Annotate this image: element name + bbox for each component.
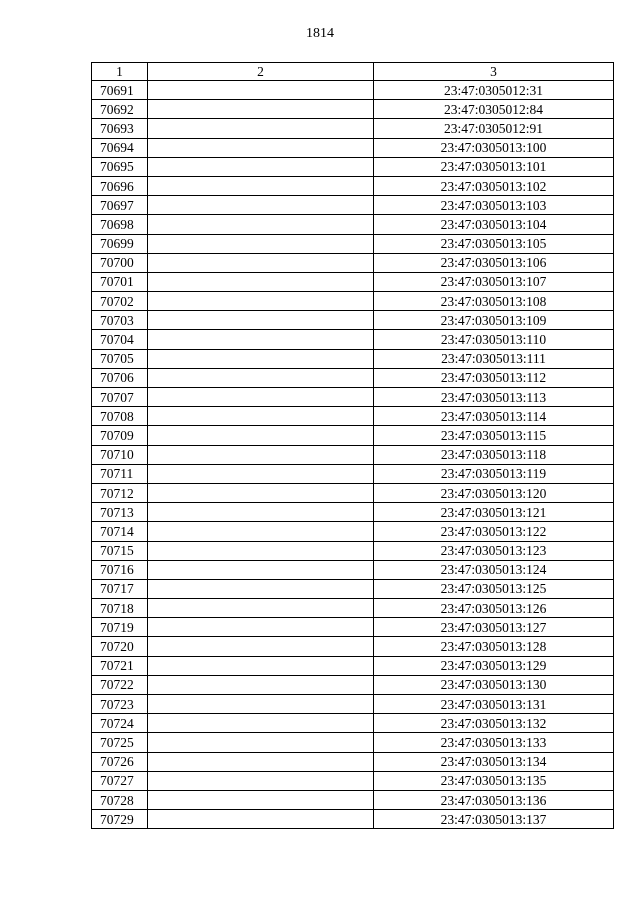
row-blank-cell	[148, 407, 374, 426]
cadastral-number-cell: 23:47:0305013:123	[374, 541, 614, 560]
row-blank-cell	[148, 503, 374, 522]
table-row	[92, 407, 614, 426]
cadastral-number-cell: 23:47:0305012:91	[374, 119, 614, 138]
row-blank-cell	[148, 637, 374, 656]
table-row	[92, 368, 614, 387]
cadastral-number-cell: 23:47:0305013:125	[374, 579, 614, 598]
row-number-cell: 70703	[92, 311, 148, 330]
table-row	[92, 790, 614, 809]
cadastral-number-cell: 23:47:0305013:106	[374, 253, 614, 272]
row-blank-cell	[148, 215, 374, 234]
table-row	[92, 637, 614, 656]
row-blank-cell	[148, 733, 374, 752]
row-blank-cell	[148, 810, 374, 829]
row-blank-cell	[148, 330, 374, 349]
table-row	[92, 483, 614, 502]
table-row	[92, 311, 614, 330]
table-row	[92, 330, 614, 349]
row-number-cell: 70720	[92, 637, 148, 656]
row-number-cell: 70712	[92, 483, 148, 502]
cadastral-number-cell: 23:47:0305013:107	[374, 272, 614, 291]
table-row	[92, 388, 614, 407]
row-number-cell: 70726	[92, 752, 148, 771]
cadastral-number-cell: 23:47:0305013:137	[374, 810, 614, 829]
row-number-cell: 70715	[92, 541, 148, 560]
table-row	[92, 752, 614, 771]
row-number-cell: 70710	[92, 445, 148, 464]
cadastral-number-cell: 23:47:0305013:136	[374, 790, 614, 809]
row-number-cell: 70702	[92, 292, 148, 311]
row-blank-cell	[148, 176, 374, 195]
row-number-cell: 70723	[92, 695, 148, 714]
cadastral-number-cell: 23:47:0305013:110	[374, 330, 614, 349]
row-number-cell: 70706	[92, 368, 148, 387]
row-number-cell: 70697	[92, 196, 148, 215]
table-row	[92, 714, 614, 733]
cadastral-number-cell: 23:47:0305013:101	[374, 157, 614, 176]
row-blank-cell	[148, 579, 374, 598]
row-number-cell: 70696	[92, 176, 148, 195]
row-blank-cell	[148, 541, 374, 560]
cadastral-number-cell: 23:47:0305013:131	[374, 695, 614, 714]
row-number-cell: 70692	[92, 100, 148, 119]
cadastral-number-cell: 23:47:0305013:126	[374, 599, 614, 618]
row-number-cell: 70709	[92, 426, 148, 445]
row-blank-cell	[148, 81, 374, 100]
row-blank-cell	[148, 426, 374, 445]
row-number-cell: 70724	[92, 714, 148, 733]
row-number-cell: 70701	[92, 272, 148, 291]
table-row	[92, 272, 614, 291]
register-table	[91, 62, 614, 829]
cadastral-number-cell: 23:47:0305012:84	[374, 100, 614, 119]
cadastral-number-cell: 23:47:0305013:135	[374, 771, 614, 790]
cadastral-number-cell: 23:47:0305013:105	[374, 234, 614, 253]
row-blank-cell	[148, 445, 374, 464]
table-row	[92, 579, 614, 598]
table-row	[92, 733, 614, 752]
table-row	[92, 196, 614, 215]
row-number-cell: 70698	[92, 215, 148, 234]
cadastral-number-cell: 23:47:0305013:111	[374, 349, 614, 368]
row-blank-cell	[148, 464, 374, 483]
cadastral-number-cell: 23:47:0305013:129	[374, 656, 614, 675]
cadastral-number-cell: 23:47:0305013:109	[374, 311, 614, 330]
row-number-cell: 70691	[92, 81, 148, 100]
row-blank-cell	[148, 752, 374, 771]
row-blank-cell	[148, 618, 374, 637]
table-row	[92, 503, 614, 522]
row-blank-cell	[148, 388, 374, 407]
row-blank-cell	[148, 522, 374, 541]
table-row	[92, 656, 614, 675]
header-row	[92, 63, 614, 81]
row-number-cell: 70713	[92, 503, 148, 522]
table-row	[92, 119, 614, 138]
page-number: 1814	[306, 26, 334, 41]
table-row	[92, 522, 614, 541]
row-number-cell: 70717	[92, 579, 148, 598]
cadastral-number-cell: 23:47:0305013:112	[374, 368, 614, 387]
table-row	[92, 100, 614, 119]
row-blank-cell	[148, 119, 374, 138]
row-number-cell: 70695	[92, 157, 148, 176]
table-row	[92, 426, 614, 445]
row-number-cell: 70722	[92, 675, 148, 694]
table-row	[92, 771, 614, 790]
cadastral-number-cell: 23:47:0305013:124	[374, 560, 614, 579]
cadastral-number-cell: 23:47:0305013:108	[374, 292, 614, 311]
cadastral-number-cell: 23:47:0305012:31	[374, 81, 614, 100]
row-number-cell: 70700	[92, 253, 148, 272]
cadastral-number-cell: 23:47:0305013:100	[374, 138, 614, 157]
cadastral-number-cell: 23:47:0305013:132	[374, 714, 614, 733]
row-number-cell: 70729	[92, 810, 148, 829]
cadastral-number-cell: 23:47:0305013:103	[374, 196, 614, 215]
table-row	[92, 445, 614, 464]
row-blank-cell	[148, 349, 374, 368]
table-row	[92, 618, 614, 637]
row-blank-cell	[148, 656, 374, 675]
row-blank-cell	[148, 253, 374, 272]
row-number-cell: 70711	[92, 464, 148, 483]
row-number-cell: 70728	[92, 790, 148, 809]
table-row	[92, 81, 614, 100]
row-number-cell: 70716	[92, 560, 148, 579]
row-blank-cell	[148, 790, 374, 809]
cadastral-number-cell: 23:47:0305013:114	[374, 407, 614, 426]
row-blank-cell	[148, 599, 374, 618]
row-number-cell: 70721	[92, 656, 148, 675]
table-row	[92, 292, 614, 311]
table-row	[92, 464, 614, 483]
table-row	[92, 157, 614, 176]
row-blank-cell	[148, 157, 374, 176]
cadastral-number-cell: 23:47:0305013:121	[374, 503, 614, 522]
table-row	[92, 675, 614, 694]
row-blank-cell	[148, 196, 374, 215]
cadastral-number-cell: 23:47:0305013:113	[374, 388, 614, 407]
cadastral-number-cell: 23:47:0305013:118	[374, 445, 614, 464]
table-row	[92, 599, 614, 618]
row-number-cell: 70714	[92, 522, 148, 541]
table-row	[92, 176, 614, 195]
table-header	[92, 63, 614, 81]
row-number-cell: 70727	[92, 771, 148, 790]
row-number-cell: 70694	[92, 138, 148, 157]
cadastral-number-cell: 23:47:0305013:130	[374, 675, 614, 694]
table-row	[92, 349, 614, 368]
cadastral-number-cell: 23:47:0305013:115	[374, 426, 614, 445]
row-blank-cell	[148, 771, 374, 790]
column-header-3: 3	[374, 63, 614, 81]
table-row	[92, 253, 614, 272]
table-body	[92, 81, 614, 829]
row-number-cell: 70725	[92, 733, 148, 752]
row-number-cell: 70719	[92, 618, 148, 637]
row-number-cell: 70718	[92, 599, 148, 618]
row-blank-cell	[148, 483, 374, 502]
cadastral-number-cell: 23:47:0305013:127	[374, 618, 614, 637]
table-row	[92, 695, 614, 714]
row-blank-cell	[148, 368, 374, 387]
row-number-cell: 70707	[92, 388, 148, 407]
row-blank-cell	[148, 272, 374, 291]
table-row	[92, 138, 614, 157]
row-number-cell: 70699	[92, 234, 148, 253]
row-blank-cell	[148, 714, 374, 733]
column-header-1: 1	[92, 63, 148, 81]
table-row	[92, 234, 614, 253]
row-number-cell: 70705	[92, 349, 148, 368]
row-blank-cell	[148, 234, 374, 253]
table-row	[92, 215, 614, 234]
cadastral-number-cell: 23:47:0305013:119	[374, 464, 614, 483]
row-number-cell: 70704	[92, 330, 148, 349]
cadastral-number-cell: 23:47:0305013:134	[374, 752, 614, 771]
row-blank-cell	[148, 292, 374, 311]
cadastral-number-cell: 23:47:0305013:128	[374, 637, 614, 656]
row-blank-cell	[148, 138, 374, 157]
row-blank-cell	[148, 675, 374, 694]
row-blank-cell	[148, 100, 374, 119]
table-row	[92, 541, 614, 560]
row-blank-cell	[148, 560, 374, 579]
row-number-cell: 70693	[92, 119, 148, 138]
table-row	[92, 810, 614, 829]
table-row	[92, 560, 614, 579]
cadastral-number-cell: 23:47:0305013:133	[374, 733, 614, 752]
cadastral-number-cell: 23:47:0305013:102	[374, 176, 614, 195]
row-blank-cell	[148, 695, 374, 714]
cadastral-number-cell: 23:47:0305013:120	[374, 483, 614, 502]
cadastral-number-cell: 23:47:0305013:104	[374, 215, 614, 234]
row-number-cell: 70708	[92, 407, 148, 426]
column-header-2: 2	[148, 63, 374, 81]
row-blank-cell	[148, 311, 374, 330]
cadastral-number-cell: 23:47:0305013:122	[374, 522, 614, 541]
